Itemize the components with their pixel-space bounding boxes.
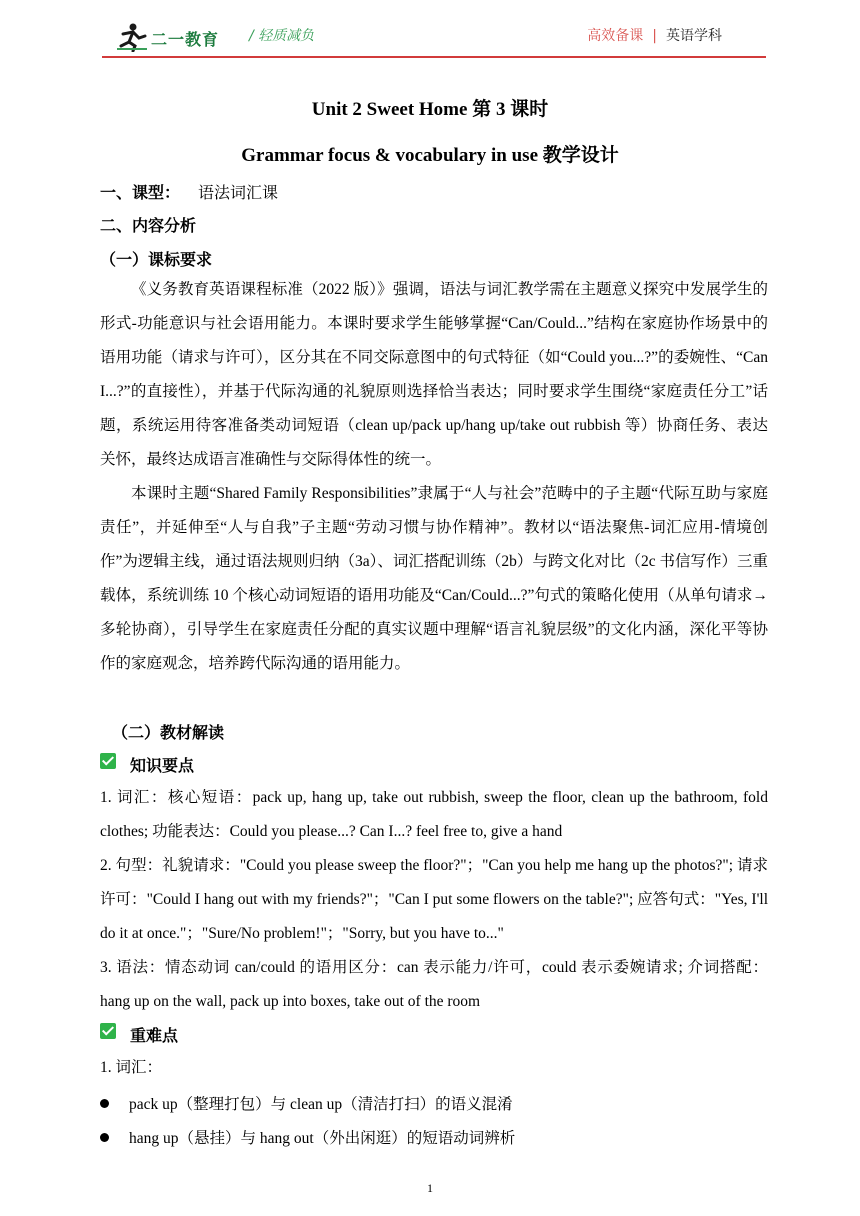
page-number: 1 <box>427 1181 433 1195</box>
knowledge-item-sentence: 2. 句型：礼貌请求："Could you please sweep the floor?"；"Can you help me hang up the photos?"; 请求许可："Could I hang out with my friends?"；"Can I put some flowers on the table?"; 应答句式："Yes, I'll do it at once."；"Sure/No problem!"；"Sorry, but you have to..." <box>100 857 768 942</box>
list-item-text: pack up（整理打包）与 clean up（清洁打扫）的语义混淆 <box>129 1096 513 1113</box>
brand-logo <box>115 22 225 52</box>
list-item <box>100 1126 515 1148</box>
brand-name: 二一教育 <box>151 30 220 49</box>
list-item <box>100 1092 513 1114</box>
slogan: / 轻质减负 <box>249 28 315 44</box>
header-subject <box>587 25 722 45</box>
subsection-textbook: （二）教材解读 <box>112 725 225 742</box>
bullet-icon <box>100 1099 109 1108</box>
runner-icon <box>115 22 149 52</box>
checkbox-icon <box>100 753 116 769</box>
document-subtitle: Grammar focus & vocabulary in use 教学设计 <box>241 145 619 166</box>
header-separator: | <box>652 28 657 44</box>
section-lesson-type <box>100 180 278 203</box>
header-label-efficient: 高效备课 <box>587 28 644 44</box>
checkbox-icon <box>100 1023 116 1039</box>
page-header <box>0 0 860 60</box>
document-title: Unit 2 Sweet Home 第 3 课时 <box>311 99 549 120</box>
header-divider <box>102 56 766 58</box>
difficulty-title: 重难点 <box>130 1028 179 1045</box>
lesson-type-value: 语法词汇课 <box>198 185 279 202</box>
knowledge-title: 知识要点 <box>130 758 195 775</box>
paragraph-standards: 《义务教育英语课程标准（2022 版）》强调，语法与词汇教学需在主题意义探究中发展学生的形式-功能意识与社会语用能力。本课时要求学生能够掌握“Can/Could...”结构在家庭协作场景中的语用功能（请求与许可），区分其在不同交际意图中的句式特征（如“Could you...?”的委婉性、“Can I...?”的直接性），并基于代际沟通的礼貌原则选择恰当表达；同时要求学生围绕“家庭责任分工”话题，系统运用待客准备类动词短语（clean up/pack up/hang up/take out rubbish 等）协商任务、表达关怀，最终达成语言准确性与交际得体性的统一。 <box>100 281 768 468</box>
knowledge-item-grammar: 3. 语法：情态动词 can/could 的语用区分：can 表示能力/许可，could 表示委婉请求; 介词搭配：hang up on the wall, pack up into boxes, take out of the room <box>100 959 768 1010</box>
paragraph-theme: 本课时主题“Shared Family Responsibilities”隶属于“人与社会”范畴中的子主题“代际互助与家庭责任”，并延伸至“人与自我”子主题“劳动习惯与协作精神”。教材以“语法聚焦-词汇应用-情境创作”为逻辑主线，通过语法规则归纳（3a）、词汇搭配训练（2b）与跨文化对比（2c 书信写作）三重载体，系统训练 10 个核心动词短语的语用功能及“Can/Could...?”句式的策略化使用（从单句请求→多轮协商），引导学生在家庭责任分配的真实议题中理解“语言礼貌层级”的文化内涵，深化平等协作的家庭观念，培养跨代际沟通的语用能力。 <box>100 485 768 672</box>
bullet-icon <box>100 1133 109 1142</box>
difficulty-item-vocab: 1. 词汇： <box>100 1059 163 1076</box>
list-item-text: hang up（悬挂）与 hang out（外出闲逛）的短语动词辨析 <box>129 1130 516 1147</box>
subsection-standards: （一）课标要求 <box>100 252 213 269</box>
header-label-subject: 英语学科 <box>666 28 722 44</box>
section-content-analysis: 二、内容分析 <box>100 218 197 235</box>
knowledge-item-vocab: 1. 词汇：核心短语：pack up, hang up, take out rubbish, sweep the floor, clean up the bathroom, fold clothes; 功能表达：Could you please...? Can I...? feel free to, give a hand <box>100 789 768 840</box>
lesson-type-label: 一、课型： <box>100 185 181 202</box>
